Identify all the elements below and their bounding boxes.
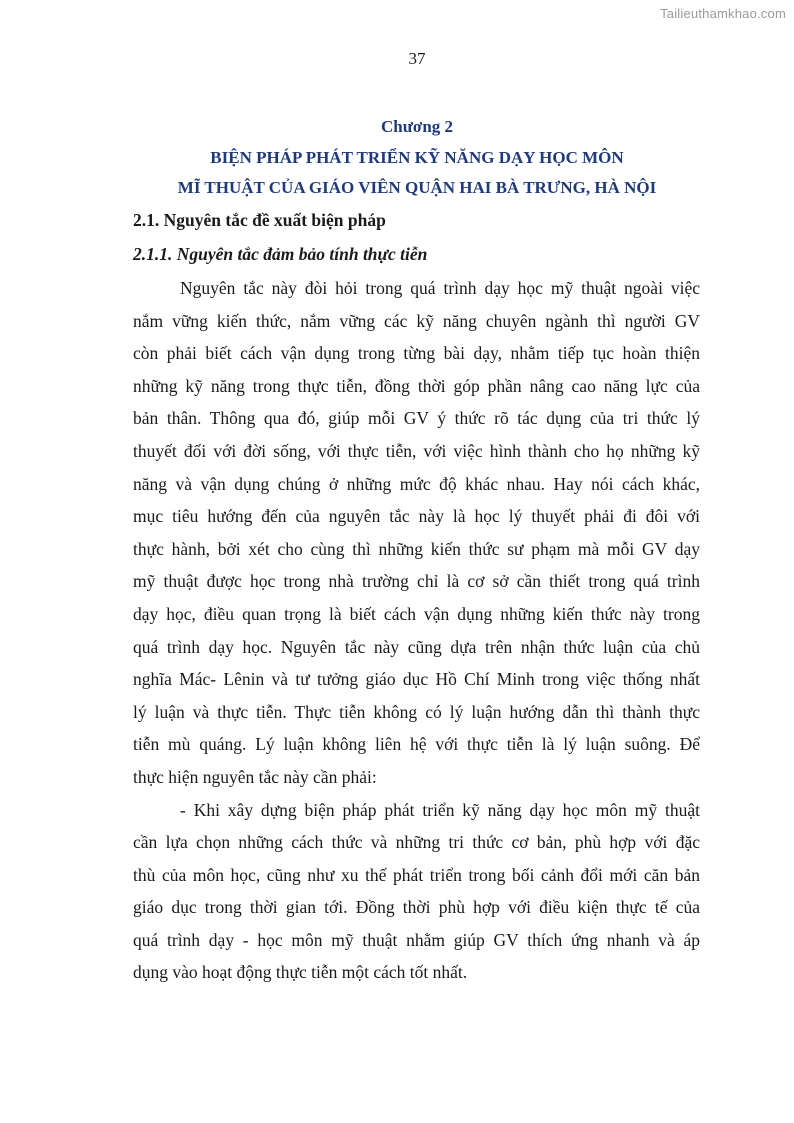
text-line: nắm vững kiến thức, nắm vững các kỹ năng chuyên ngành thì người GV [133, 310, 700, 331]
text-line: quá trình dạy - học môn mỹ thuật nhằm giúp GV thích ứng nhanh và áp [133, 929, 700, 950]
text-line: năng và vận dụng chúng ở những mức độ khác nhau. Hay nói cách khác, [133, 473, 700, 494]
paragraph [133, 794, 700, 990]
chapter-title-line-1: BIỆN PHÁP PHÁT TRIỂN KỸ NĂNG DẠY HỌC MÔN [210, 147, 624, 167]
text-line: mỹ thuật được học trong nhà trường chỉ là cơ sở cần thiết trong quá trình [133, 571, 700, 592]
text-line: Nguyên tắc này đòi hỏi trong quá trình dạy học mỹ thuật ngoài việc [180, 278, 700, 298]
text-line: mục tiêu hướng đến của nguyên tắc này là học lý thuyết phải đi đôi với [133, 506, 700, 527]
watermark: Tailieuthamkhao.com [660, 6, 786, 21]
page-number: 37 [408, 49, 426, 68]
text-line: còn phải biết cách vận dụng trong từng bài dạy, nhằm tiếp tục hoàn thiện [133, 343, 700, 364]
text-line: quá trình dạy học. Nguyên tắc này cũng dựa trên nhận thức luận của chủ [133, 636, 700, 657]
chapter-title-line-2: MĨ THUẬT CỦA GIÁO VIÊN QUẬN HAI BÀ TRƯNG, HÀ NỘI [177, 178, 657, 197]
chapter-label: Chương 2 [380, 117, 454, 136]
body-text [133, 272, 700, 989]
text-line: thực hiện nguyên tắc này cần phải: [133, 766, 377, 787]
text-line: giáo dục trong thời gian tới. Đồng thời phù hợp với điều kiện thực tế của [133, 897, 700, 918]
text-line: thực hành, bởi xét cho cùng thì những kiến thức sư phạm mà mỗi GV dạy [133, 538, 700, 559]
text-line: nghĩa Mác- Lênin và tư tưởng giáo dục Hồ Chí Minh trong việc thống nhất [133, 669, 700, 690]
text-line: tiễn mù quáng. Lý luận không liên hệ với thực tiễn là lý luận suông. Để [133, 734, 700, 755]
chapter-heading [0, 115, 794, 207]
text-line: cần lựa chọn những cách thức và những tri thức cơ bản, phù hợp với đặc [133, 832, 700, 853]
subsection-heading: 2.1.1. Nguyên tắc đảm bảo tính thực tiễn [133, 244, 428, 264]
text-line: thù của môn học, cũng như xu thế phát triển trong bối cảnh đổi mới căn bản [133, 864, 700, 885]
text-line: những kỹ năng trong thực tiễn, đồng thời góp phần nâng cao năng lực của [133, 375, 700, 396]
section-heading: 2.1. Nguyên tắc đề xuất biện pháp [133, 210, 386, 230]
paragraph [133, 272, 700, 794]
text-line: - Khi xây dựng biện pháp phát triển kỹ năng dạy học môn mỹ thuật [180, 799, 700, 820]
text-line: dụng vào hoạt động thực tiễn một cách tốt nhất. [133, 962, 468, 983]
text-line: lý luận và thực tiễn. Thực tiễn không có lý luận hướng dẫn thì thành thực [133, 701, 700, 722]
text-line: thuyết đối với đời sống, với thực tiễn, với việc hình thành cho họ những kỹ [133, 440, 700, 461]
text-line: dạy học, điều quan trọng là biết cách vận dụng những kiến thức này trong [133, 603, 700, 624]
text-line: bản thân. Thông qua đó, giúp mỗi GV ý thức rõ tác dụng của tri thức lý [133, 408, 700, 429]
